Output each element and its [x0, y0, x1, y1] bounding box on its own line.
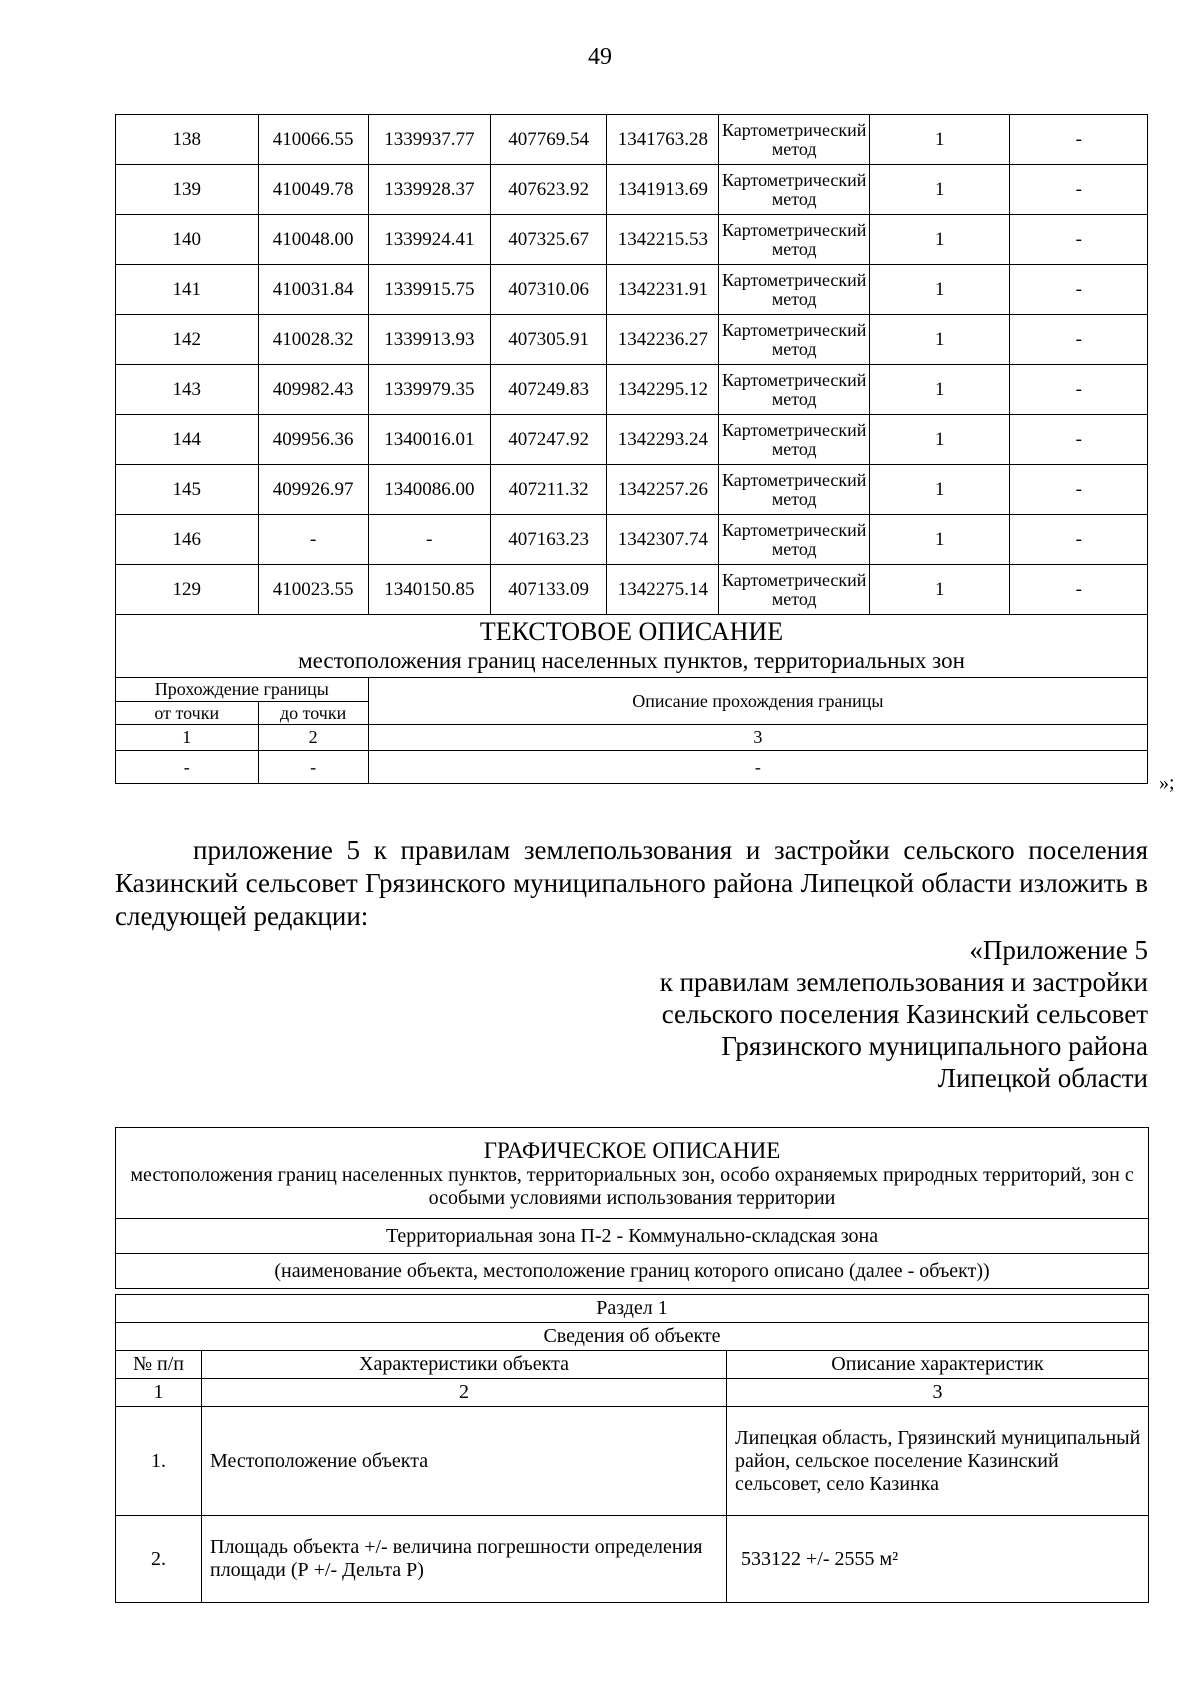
coord-y2: 1342295.12	[607, 365, 719, 415]
accuracy: 1	[870, 115, 1010, 165]
point-number: 145	[116, 465, 259, 515]
table-row	[116, 465, 1148, 515]
method: Картометрический метод	[719, 165, 870, 215]
method: Картометрический метод	[719, 115, 870, 165]
coord-y2: 1342236.27	[607, 315, 719, 365]
coord-x2: 407211.32	[490, 465, 606, 515]
coord-x2: 407310.06	[490, 265, 606, 315]
coord-x1: 410028.32	[258, 315, 368, 365]
accuracy: 1	[870, 515, 1010, 565]
body-paragraph: приложение 5 к правилам землепользования и застройки сельского поселения Казинский сельсовет Грязинского муниципального района Липецкой области изложить в следующей редакции:	[115, 835, 1148, 931]
coord-x1: 410048.00	[258, 215, 368, 265]
zone-name-row	[116, 1219, 1149, 1254]
accuracy: 1	[870, 165, 1010, 215]
graphic-subheading: местоположения границ населенных пунктов, территориальных зон, особо охраняемых природных территорий, зон с особыми условиями использования территории	[130, 1163, 1134, 1209]
column-header: Характеристики объекта	[202, 1351, 727, 1379]
section-label: Раздел 1	[116, 1295, 1149, 1323]
coord-y1: 1340150.85	[368, 565, 490, 615]
coord-x2: 407163.23	[490, 515, 606, 565]
table-row	[116, 565, 1148, 615]
column-header-row	[116, 1351, 1149, 1379]
accuracy: 1	[870, 265, 1010, 315]
point-number: 142	[116, 315, 259, 365]
coord-x2: 407247.92	[490, 415, 606, 465]
note: -	[1010, 415, 1148, 465]
table-row	[116, 265, 1148, 315]
table-row	[116, 515, 1148, 565]
table-row	[116, 415, 1148, 465]
text-description-subheading: местоположения границ населенных пунктов, территориальных зон	[298, 648, 965, 673]
appendix-line: Грязинского муниципального района	[721, 1031, 1148, 1061]
coord-x1: 409982.43	[258, 365, 368, 415]
note: -	[1010, 565, 1148, 615]
column-number: 3	[727, 1379, 1149, 1407]
column-number: 2	[258, 725, 368, 751]
point-number: 146	[116, 515, 259, 565]
point-number: 129	[116, 565, 259, 615]
coord-y1: 1340016.01	[368, 415, 490, 465]
column-number: 2	[202, 1379, 727, 1407]
appendix-line: сельского поселения Казинский сельсовет	[661, 999, 1148, 1029]
accuracy: 1	[870, 565, 1010, 615]
coord-x1: 410049.78	[258, 165, 368, 215]
point-number: 139	[116, 165, 259, 215]
passage-header: Прохождение границы	[116, 678, 369, 702]
note: -	[1010, 515, 1148, 565]
accuracy: 1	[870, 415, 1010, 465]
coord-x1: 410031.84	[258, 265, 368, 315]
section-title-row	[116, 1323, 1149, 1351]
coord-x1: 409926.97	[258, 465, 368, 515]
appendix-line: «Приложение 5	[969, 935, 1148, 965]
coord-x2: 407133.09	[490, 565, 606, 615]
coord-x2: 407769.54	[490, 115, 606, 165]
appendix-line: Липецкой области	[937, 1063, 1148, 1093]
characteristic: Местоположение объекта	[202, 1407, 727, 1516]
table-row	[116, 315, 1148, 365]
text-description-heading: ТЕКСТОВОЕ ОПИСАНИЕ	[479, 617, 784, 646]
zone-note: (наименование объекта, местоположение границ которого описано (далее - объект))	[116, 1254, 1149, 1289]
coord-x2: 407623.92	[490, 165, 606, 215]
point-number: 138	[116, 115, 259, 165]
from-point-header: от точки	[116, 702, 259, 725]
table-row	[116, 165, 1148, 215]
note: -	[1010, 365, 1148, 415]
column-number: 1	[116, 1379, 202, 1407]
coord-y1: -	[368, 515, 490, 565]
coordinates-table	[115, 114, 1148, 784]
characteristic-description: Липецкая область, Грязинский муниципальный район, сельское поселение Казинский сельсовет, село Казинка	[727, 1407, 1149, 1516]
coord-y1: 1339928.37	[368, 165, 490, 215]
table-row	[116, 115, 1148, 165]
column-number: 3	[368, 725, 1147, 751]
passage-header-row	[116, 678, 1148, 702]
passage-description: -	[368, 751, 1147, 784]
graphic-description-table	[115, 1127, 1149, 1603]
method: Картометрический метод	[719, 465, 870, 515]
coord-y2: 1342231.91	[607, 265, 719, 315]
accuracy: 1	[870, 315, 1010, 365]
section-title: Сведения об объекте	[116, 1323, 1149, 1351]
method: Картометрический метод	[719, 515, 870, 565]
method: Картометрический метод	[719, 415, 870, 465]
from-point: -	[116, 751, 259, 784]
accuracy: 1	[870, 365, 1010, 415]
row-number: 1.	[116, 1407, 202, 1516]
coord-y1: 1339937.77	[368, 115, 490, 165]
method: Картометрический метод	[719, 365, 870, 415]
note: -	[1010, 265, 1148, 315]
coord-y2: 1342215.53	[607, 215, 719, 265]
coord-y2: 1341913.69	[607, 165, 719, 215]
graphic-heading: ГРАФИЧЕСКОЕ ОПИСАНИЕ	[483, 1137, 781, 1163]
note: -	[1010, 115, 1148, 165]
coord-x2: 407325.67	[490, 215, 606, 265]
page-number: 49	[588, 44, 612, 70]
zone-name: Территориальная зона П-2 - Коммунально-складская зона	[116, 1219, 1149, 1254]
coord-x1: -	[258, 515, 368, 565]
text-description-title-row	[116, 615, 1148, 678]
row-number: 2.	[116, 1516, 202, 1603]
coord-y1: 1339913.93	[368, 315, 490, 365]
table-row	[116, 365, 1148, 415]
zone-note-row	[116, 1254, 1149, 1289]
method: Картометрический метод	[719, 265, 870, 315]
column-number: 1	[116, 725, 259, 751]
point-number: 144	[116, 415, 259, 465]
graphic-title	[116, 1128, 1149, 1219]
coord-x1: 410023.55	[258, 565, 368, 615]
text-description-title	[116, 615, 1148, 678]
characteristic-description: 533122 +/- 2555 м²	[727, 1516, 1149, 1603]
table-row	[116, 1516, 1149, 1603]
note: -	[1010, 465, 1148, 515]
method: Картометрический метод	[719, 565, 870, 615]
coord-y2: 1341763.28	[607, 115, 719, 165]
coord-y2: 1342275.14	[607, 565, 719, 615]
appendix-heading	[660, 934, 1148, 1094]
point-number: 140	[116, 215, 259, 265]
coord-x2: 407249.83	[490, 365, 606, 415]
section-row	[116, 1295, 1149, 1323]
table-row	[116, 1407, 1149, 1516]
passage-row	[116, 751, 1148, 784]
appendix-line: к правилам землепользования и застройки	[659, 967, 1148, 997]
coord-x2: 407305.91	[490, 315, 606, 365]
column-number-row	[116, 725, 1148, 751]
to-point-header: до точки	[258, 702, 368, 725]
coord-y1: 1340086.00	[368, 465, 490, 515]
table-row	[116, 215, 1148, 265]
passage-description-header: Описание прохождения границы	[368, 678, 1147, 725]
coord-y1: 1339979.35	[368, 365, 490, 415]
column-header: Описание характеристик	[727, 1351, 1149, 1379]
accuracy: 1	[870, 215, 1010, 265]
accuracy: 1	[870, 465, 1010, 515]
note: -	[1010, 315, 1148, 365]
coord-y2: 1342257.26	[607, 465, 719, 515]
graphic-title-row	[116, 1128, 1149, 1219]
note: -	[1010, 215, 1148, 265]
method: Картометрический метод	[719, 315, 870, 365]
closing-quote: »;	[1159, 772, 1175, 794]
coord-y1: 1339924.41	[368, 215, 490, 265]
method: Картометрический метод	[719, 215, 870, 265]
coord-y2: 1342307.74	[607, 515, 719, 565]
column-number-row	[116, 1379, 1149, 1407]
coord-y1: 1339915.75	[368, 265, 490, 315]
point-number: 143	[116, 365, 259, 415]
coord-x1: 409956.36	[258, 415, 368, 465]
characteristic: Площадь объекта +/- величина погрешности определения площади (Р +/- Дельта Р)	[202, 1516, 727, 1603]
coord-x1: 410066.55	[258, 115, 368, 165]
column-header: № п/п	[116, 1351, 202, 1379]
to-point: -	[258, 751, 368, 784]
note: -	[1010, 165, 1148, 215]
point-number: 141	[116, 265, 259, 315]
coord-y2: 1342293.24	[607, 415, 719, 465]
